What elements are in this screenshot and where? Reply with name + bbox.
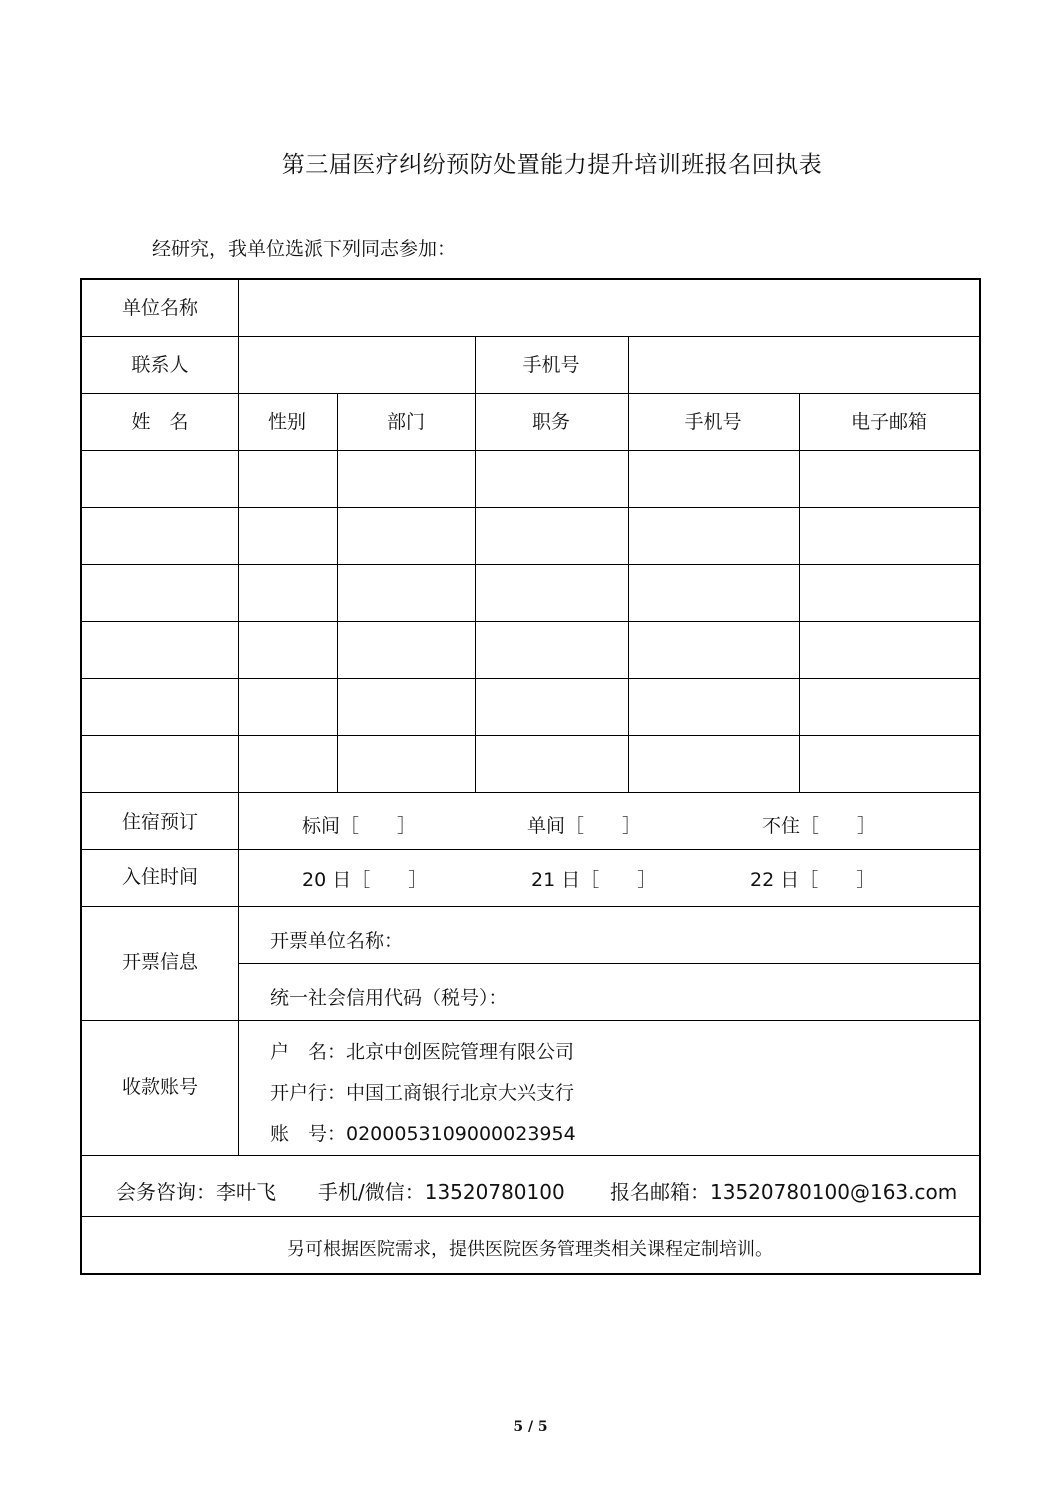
row-divider bbox=[82, 450, 979, 451]
lodging-label: 住宿预订 bbox=[121, 811, 199, 833]
registration-form bbox=[80, 278, 981, 1275]
form-title: 第三届医疗纠纷预防处置能力提升培训班报名回执表 bbox=[281, 152, 823, 178]
col-header-department: 部门 bbox=[386, 411, 426, 433]
checkin-label: 入住时间 bbox=[121, 866, 199, 888]
consult-email: 报名邮箱：13520780100@163.com bbox=[610, 1180, 958, 1204]
lodging-option-none[interactable]: 不住［ ］ bbox=[762, 815, 877, 837]
row-divider bbox=[82, 1020, 979, 1021]
intro-text: 经研究，我单位选派下列同志参加： bbox=[152, 238, 457, 260]
checkin-option-20[interactable]: 20 日［ ］ bbox=[302, 869, 428, 891]
checkin-option-22[interactable]: 22 日［ ］ bbox=[750, 869, 876, 891]
custom-training-note: 另可根据医院需求，提供医院医务管理类相关课程定制培训。 bbox=[287, 1239, 773, 1260]
consult-phone: 手机/微信：13520780100 bbox=[318, 1180, 565, 1204]
col-divider bbox=[799, 393, 800, 792]
checkin-option-21[interactable]: 21 日［ ］ bbox=[531, 869, 657, 891]
row-divider bbox=[82, 1216, 979, 1217]
invoice-company-name: 开票单位名称： bbox=[270, 930, 404, 952]
consult-contact: 会务咨询：李叶飞 bbox=[116, 1180, 276, 1204]
payment-label: 收款账号 bbox=[121, 1076, 199, 1098]
col-divider bbox=[337, 393, 338, 792]
row-divider bbox=[82, 849, 979, 850]
row-divider bbox=[82, 393, 979, 394]
payment-account-name: 户 名：北京中创医院管理有限公司 bbox=[270, 1041, 575, 1063]
row-divider bbox=[82, 507, 979, 508]
row-divider bbox=[82, 678, 979, 679]
row-divider bbox=[82, 336, 979, 337]
invoice-tax-id: 统一社会信用代码（税号）： bbox=[270, 987, 508, 1009]
invoice-label: 开票信息 bbox=[121, 951, 199, 973]
lodging-option-standard[interactable]: 标间［ ］ bbox=[302, 815, 417, 837]
contact-phone-label: 手机号 bbox=[522, 354, 580, 376]
contact-label: 联系人 bbox=[131, 354, 189, 376]
lodging-option-single[interactable]: 单间［ ］ bbox=[527, 815, 642, 837]
col-divider bbox=[475, 336, 476, 792]
row-divider bbox=[82, 1155, 979, 1156]
col-header-position: 职务 bbox=[531, 411, 571, 433]
col-divider bbox=[628, 336, 629, 792]
payment-bank: 开户行：中国工商银行北京大兴支行 bbox=[270, 1082, 575, 1104]
col-header-email: 电子邮箱 bbox=[850, 411, 928, 433]
col-header-name: 姓 名 bbox=[131, 411, 189, 433]
row-divider bbox=[82, 564, 979, 565]
col-header-phone: 手机号 bbox=[684, 411, 742, 433]
row-divider bbox=[82, 906, 979, 907]
col-divider bbox=[238, 280, 239, 1155]
row-divider bbox=[82, 621, 979, 622]
page-number: 5 / 5 bbox=[513, 1419, 548, 1435]
payment-account-number: 账 号：0200053109000023954 bbox=[270, 1123, 576, 1145]
col-header-gender: 性别 bbox=[267, 411, 307, 433]
row-divider bbox=[82, 735, 979, 736]
unit-name-label: 单位名称 bbox=[121, 297, 199, 319]
row-divider bbox=[238, 963, 979, 964]
row-divider bbox=[82, 792, 979, 793]
